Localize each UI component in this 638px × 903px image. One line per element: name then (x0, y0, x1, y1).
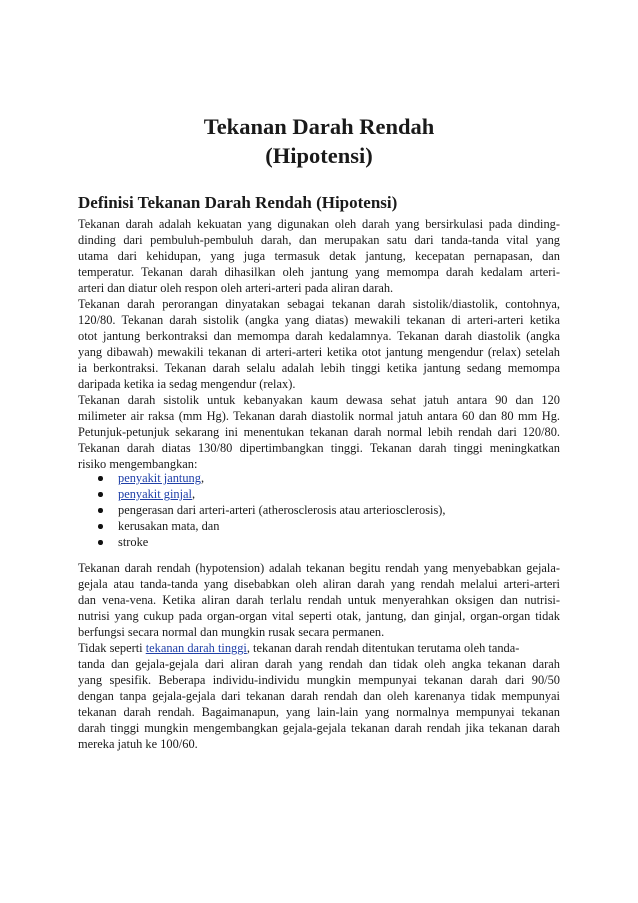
bullet-icon (98, 486, 106, 502)
paragraph-line: ia berkontraksi. Tekanan darah selalu adalah lebih tinggi ketika jantung sedang memompa (78, 361, 560, 375)
paragraph-line: Tekanan darah diatas 130/80 dipertimbangkan tinggi. Tekanan darah tinggi meningkatkan (78, 441, 560, 455)
list-item-suffix: , (200, 471, 205, 485)
bullet-icon (98, 502, 106, 518)
paragraph-line: 120/80. Tekanan darah sistolik (angka yang diatas) mewakili tekanan di arteri-arteri ketika (78, 313, 560, 327)
list-item-suffix: , (191, 487, 196, 501)
list-item: stroke (118, 535, 149, 549)
paragraph-line: milimeter air raksa (mm Hg). Tekanan darah diastolik normal jatuh antara 60 dan 80 mm Hg. (78, 409, 560, 423)
paragraph-line: dinding dari pembuluh-pembuluh darah, dan merupakan satu dari tanda-tanda vital yang (78, 233, 560, 247)
bullet-icon (98, 534, 106, 550)
paragraph-text: Tidak seperti (78, 641, 146, 655)
bullet-icon (98, 518, 106, 534)
paragraph-line: risiko mengembangkan: (78, 457, 198, 471)
paragraph-line: yang spesifik. Beberapa individu-individu mungkin mempunyai tekanan darah dari 90/50 (78, 673, 560, 687)
paragraph-line: utama dari kehidupan, yang juga termasuk detak jantung, kecepatan pernapasan, dan (78, 249, 560, 263)
paragraph-line: arteri dan diatur oleh respon oleh arteri-arteri pada aliran darah. (78, 281, 394, 295)
paragraph-line: gejala atau tanda-tanda yang disebabkan oleh aliran darah yang rendah melalui arteri-arteri (78, 577, 560, 591)
paragraph-line: dengan tanpa gejala-gejala dari tekanan darah rendah dan oleh karenanya tidak mempunyai (78, 689, 560, 703)
list-item: kerusakan mata, dan (118, 519, 220, 533)
paragraph-line: tanda dan gejala-gejala dari aliran darah yang rendah dan tidak oleh angka tekanan darah (78, 657, 560, 671)
paragraph-line: Tekanan darah sistolik untuk kebanyakan kaum dewasa sehat jatuh antara 90 dan 120 (78, 393, 560, 407)
paragraph-line: Petunjuk-petunjuk sekarang ini menentukan tekanan darah normal lebih rendah dari 120/80. (78, 425, 560, 439)
paragraph-line: dan vena-vena. Ketika aliran darah terlalu rendah untuk menyerahkan oksigen dan nutrisi- (78, 593, 560, 607)
high-blood-pressure-link[interactable]: tekanan darah tinggi (145, 641, 247, 655)
paragraph-line: berfungsi secara normal dan mungkin rusak secara permanen. (78, 625, 385, 639)
list-item (118, 486, 195, 502)
paragraph-line: tekanan darah rendah. Bagaimanapun, yang lain-lain yang normalnya mempunyai tekanan (78, 705, 560, 719)
paragraph-line: Tekanan darah rendah (hypotension) adalah tekanan begitu rendah yang menyebabkan gejala- (78, 561, 560, 575)
page-title: Tekanan Darah Rendah (203, 114, 435, 139)
paragraph-line: yang dibawah) mewakili tekanan di arteri-arteri ketika otot jantung mengendur (relax) setelah (78, 345, 560, 359)
list-item (118, 470, 204, 486)
paragraph-line (78, 640, 560, 656)
paragraph-line: nutrisi yang cukup pada organ-organ vital seperti otak, jantung, dan ginjal, organ-organ tidak (78, 609, 560, 623)
paragraph-line: daripada ketika ia sedag mengendur (relax). (78, 377, 296, 391)
paragraph-line: otot jantung berkontraksi dan memompa darah kedalamnya. Tekanan darah diastolik (angka (78, 329, 560, 343)
paragraph-line: mereka jatuh ke 100/60. (78, 737, 198, 751)
page-subtitle: (Hipotensi) (265, 143, 373, 168)
paragraph-line: Tekanan darah adalah kekuatan yang digunakan oleh darah yang bersirkulasi pada dinding- (78, 217, 560, 231)
paragraph-line: Tekanan darah perorangan dinyatakan sebagai tekanan darah sistolik/diastolik, contohnya, (78, 297, 560, 311)
kidney-disease-link[interactable]: penyakit ginjal (118, 487, 192, 501)
paragraph-line: darah tinggi mungkin mengembangkan gejala-gejala tekanan darah rendah jika tekanan darah (78, 721, 560, 735)
list-item: pengerasan dari arteri-arteri (atherosclerosis atau arteriosclerosis), (118, 503, 446, 517)
bullet-icon (98, 470, 106, 486)
heart-disease-link[interactable]: penyakit jantung (118, 471, 201, 485)
paragraph-text: , tekanan darah rendah ditentukan terutama oleh tanda- (246, 641, 520, 655)
section-heading: Definisi Tekanan Darah Rendah (Hipotensi) (78, 193, 398, 212)
paragraph-line: temperatur. Tekanan darah dihasilkan oleh jantung yang memompa darah kedalam arteri- (78, 265, 560, 279)
